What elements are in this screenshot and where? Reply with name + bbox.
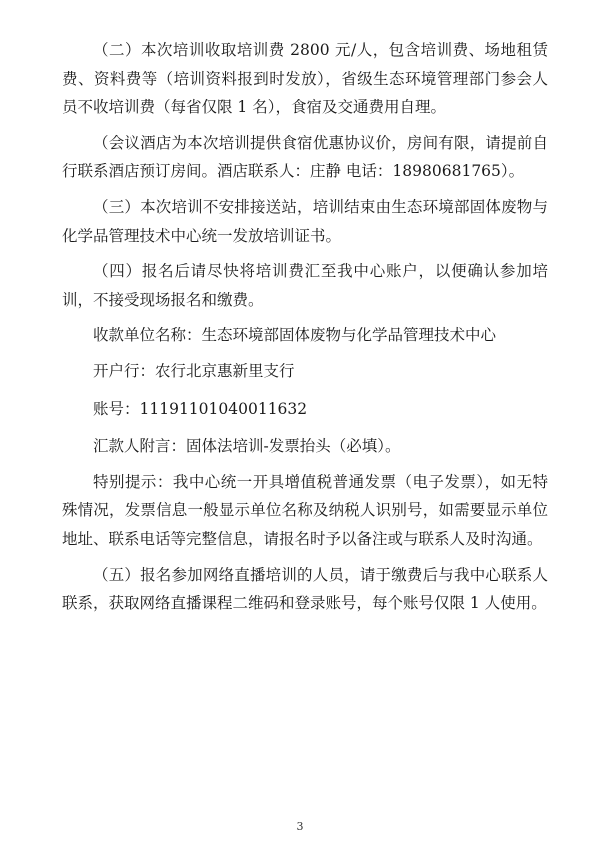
page-number: 3 [296, 820, 304, 833]
paragraph-hotel-info: （会议酒店为本次培训提供食宿优惠协议价，房间有限，请提前自行联系酒店预订房间。酒店联系人：庄静 电话：18980681765）。 [62, 133, 548, 181]
paragraph-payee-name: 收款单位名称：生态环境部固体废物与化学品管理技术中心 [93, 326, 497, 345]
paragraph-no-pickup: （三）本次培训不安排接送站，培训结束由生态环境部固体废物与化学品管理技术中心统一发放培训证书。 [62, 197, 548, 245]
paragraph-remitter-note: 汇款人附言：固体法培训-发票抬头（必填）。 [93, 437, 401, 456]
paragraph-invoice-notice: 特别提示：我中心统一开具增值税普通发票（电子发票），如无特殊情况，发票信息一般显示单位名称及纳税人识别号，如需要显示单位地址、联系电话等完整信息，请报名时予以备注或与联系人及时沟通。 [62, 472, 548, 548]
document-body [62, 36, 548, 625]
paragraph-bank: 开户行：农行北京惠新里支行 [93, 361, 295, 380]
paragraph-online-training: （五）报名参加网络直播培训的人员，请于缴费后与我中心联系人联系，获取网络直播课程二维码和登录账号，每个账号仅限 1 人使用。 [62, 565, 548, 613]
paragraph-account-number: 账号：11191101040011632 [93, 399, 308, 418]
paragraph-training-fee: （二）本次培训收取培训费 2800 元/人，包含培训费、场地租赁费、资料费等（培训资料报到时发放），省级生态环境管理部门参会人员不收培训费（每省仅限 1 名），食宿及交通费用自理。 [62, 41, 548, 117]
paragraph-payment-notice: （四）报名后请尽快将培训费汇至我中心账户，以便确认参加培训，不接受现场报名和缴费。 [62, 262, 548, 309]
